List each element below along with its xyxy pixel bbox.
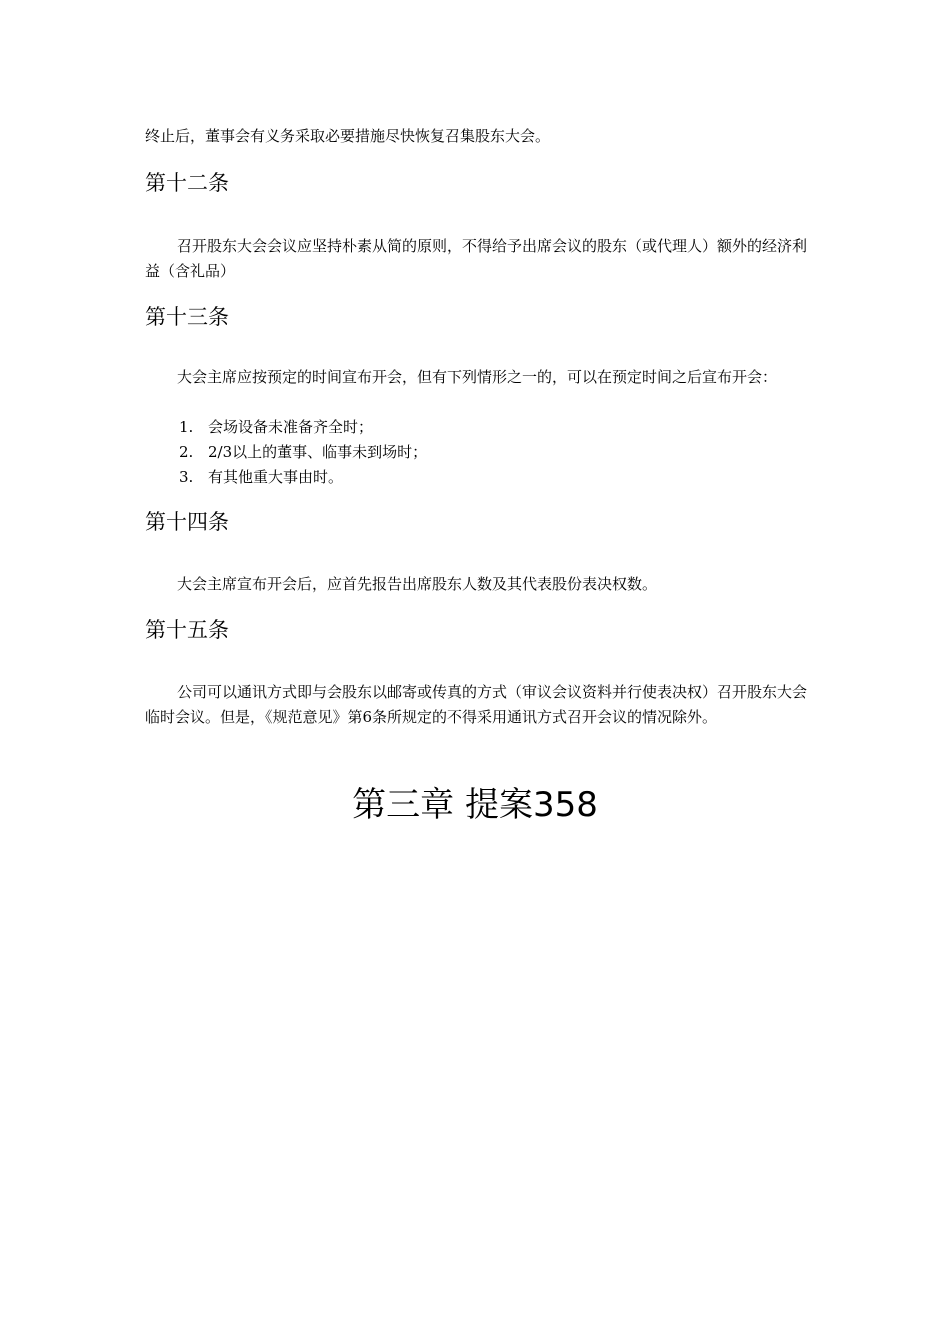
chapter-title: 第三章 提案358: [352, 785, 598, 825]
article-13-body: 大会主席应按预定的时间宣布开会，但有下列情形之一的，可以在预定时间之后宣布开会：: [177, 368, 778, 386]
article-13-list: [145, 415, 807, 490]
list-item: [145, 440, 807, 465]
list-item: [145, 465, 807, 490]
list-item-text: 会场设备未准备齐全时；: [208, 418, 374, 436]
list-item-number: 3.: [179, 468, 194, 486]
article-14-heading: 第十四条: [145, 510, 229, 534]
article-15-heading: 第十五条: [145, 618, 229, 642]
article-12-body: 召开股东大会会议应坚持朴素从简的原则，不得给予出席会议的股东（或代理人）额外的经济利益（含礼品）: [145, 237, 808, 280]
list-item-text: 有其他重大事由时。: [208, 468, 344, 486]
article-12-heading: 第十二条: [145, 171, 229, 195]
article-14-body: 大会主席宣布开会后，应首先报告出席股东人数及其代表股份表决权数。: [177, 575, 658, 593]
list-item-text: 2/3以上的董事、临事未到场时；: [208, 443, 428, 461]
continuation-paragraph: 终止后，董事会有义务采取必要措施尽快恢复召集股东大会。: [145, 127, 551, 145]
article-15-body: 公司可以通讯方式即与会股东以邮寄或传真的方式（审议会议资料并行使表决权）召开股东大会临时会议。但是，《规范意见》第6条所规定的不得采用通讯方式召开会议的情况除外。: [145, 683, 808, 726]
list-item-number: 1.: [179, 418, 194, 436]
list-item-number: 2.: [179, 443, 194, 461]
article-13-heading: 第十三条: [145, 305, 229, 329]
list-item: [145, 415, 807, 440]
